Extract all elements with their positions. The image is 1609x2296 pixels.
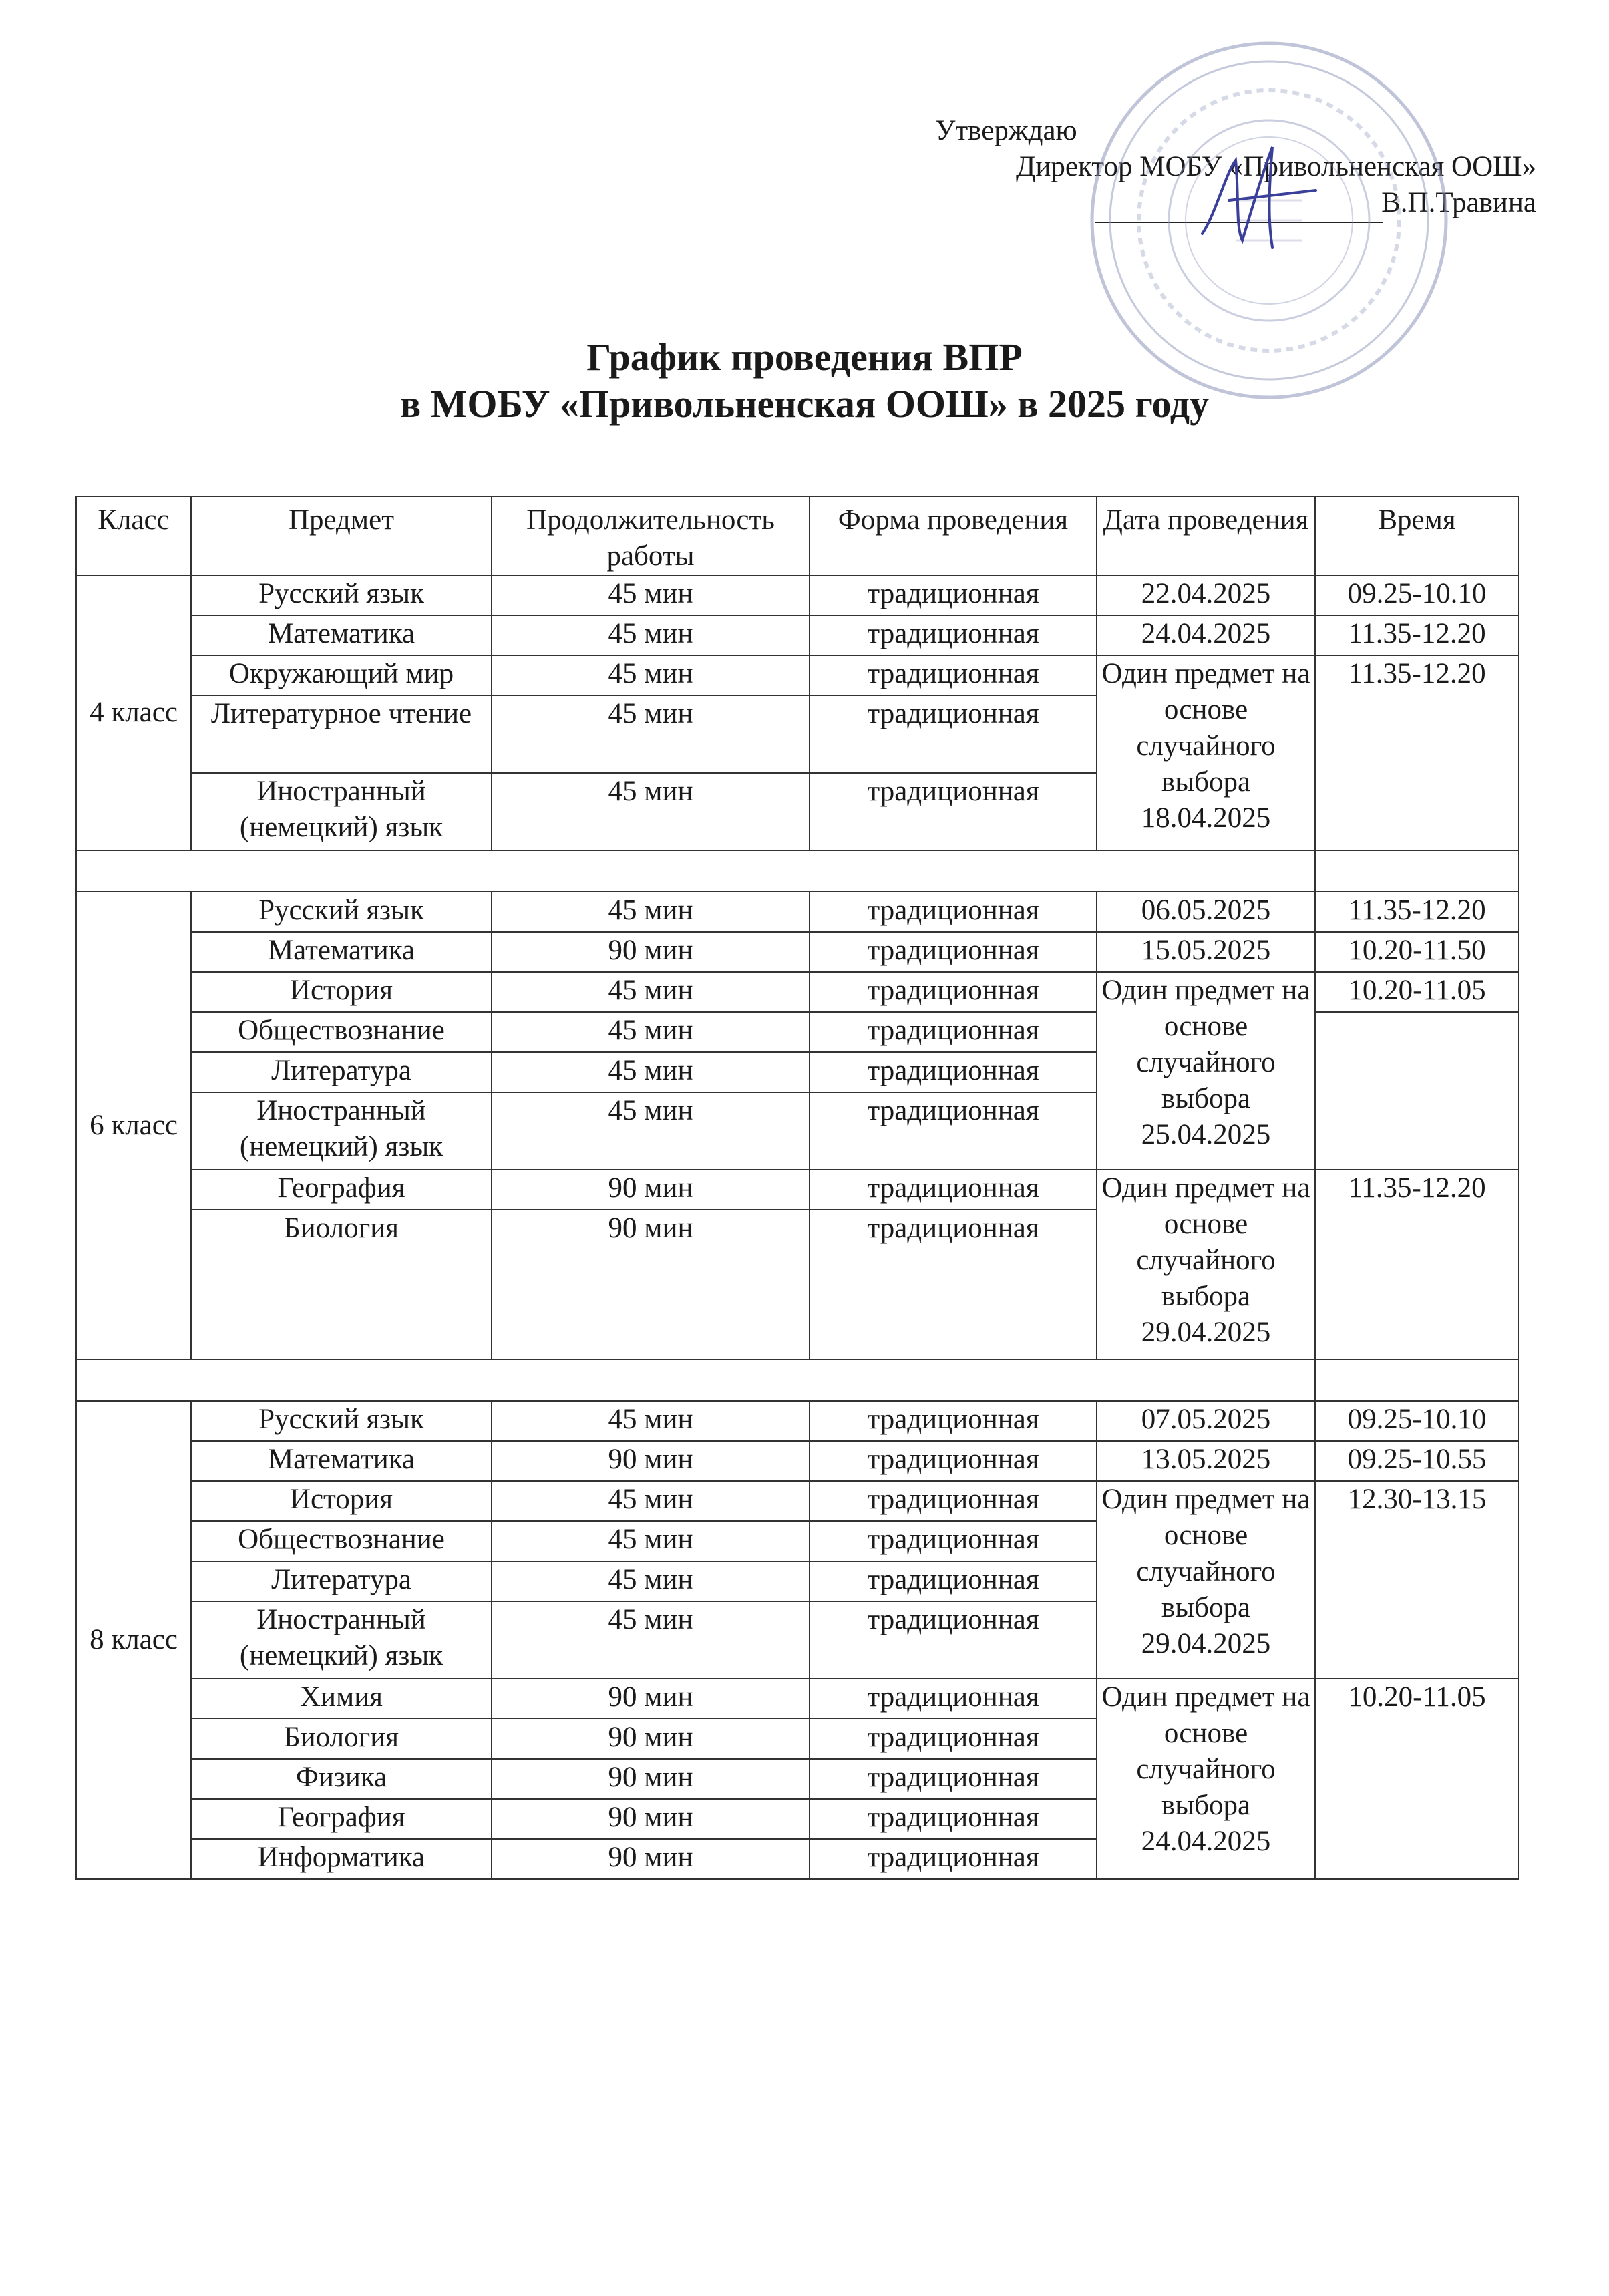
time-cell-empty: [1315, 1012, 1519, 1170]
form-cell: традиционная: [810, 655, 1097, 695]
page-title: [0, 334, 1609, 428]
subject-cell: Литература: [191, 1052, 492, 1092]
duration-cell: 90 мин: [492, 932, 810, 972]
form-cell: традиционная: [810, 1441, 1097, 1481]
time-cell: 10.20-11.05: [1315, 1679, 1519, 1879]
time-cell: 11.35-12.20: [1315, 615, 1519, 655]
duration-cell: 90 мин: [492, 1441, 810, 1481]
header-form: Форма проведения: [810, 496, 1097, 575]
subject-cell: Математика: [191, 1441, 492, 1481]
subject-cell: Русский язык: [191, 892, 492, 932]
form-cell: традиционная: [810, 1012, 1097, 1052]
subject-cell: Окружающий мир: [191, 655, 492, 695]
duration-cell: 45 мин: [492, 773, 810, 850]
subject-cell: Математика: [191, 615, 492, 655]
class-cell: 4 класс: [76, 575, 191, 850]
form-cell: традиционная: [810, 1759, 1097, 1799]
duration-cell: 90 мин: [492, 1839, 810, 1879]
duration-cell: 45 мин: [492, 575, 810, 615]
duration-cell: 45 мин: [492, 1052, 810, 1092]
form-cell: традиционная: [810, 615, 1097, 655]
approval-title: Утверждаю: [935, 115, 1077, 146]
subject-cell: География: [191, 1799, 492, 1839]
header-subject: Предмет: [191, 496, 492, 575]
date-cell: 22.04.2025: [1097, 575, 1315, 615]
table-row: [76, 615, 1519, 655]
form-cell: традиционная: [810, 1092, 1097, 1170]
form-cell: традиционная: [810, 1052, 1097, 1092]
table-row: [76, 1679, 1519, 1719]
duration-cell: 45 мин: [492, 1561, 810, 1601]
header-date: Дата проведения: [1097, 496, 1315, 575]
class-cell: 8 класс: [76, 1401, 191, 1879]
spacer-row: [76, 850, 1519, 892]
form-cell: традиционная: [810, 1719, 1097, 1759]
form-cell: традиционная: [810, 1401, 1097, 1441]
duration-cell: 45 мин: [492, 1092, 810, 1170]
subject-cell: Иностранный (немецкий) язык: [191, 773, 492, 850]
time-cell: 11.35-12.20: [1315, 655, 1519, 850]
duration-cell: 90 мин: [492, 1799, 810, 1839]
duration-cell: 45 мин: [492, 655, 810, 695]
subject-cell: Информатика: [191, 1839, 492, 1879]
date-cell: 24.04.2025: [1097, 615, 1315, 655]
time-cell: 10.20-11.50: [1315, 932, 1519, 972]
subject-cell: Химия: [191, 1679, 492, 1719]
subject-cell: История: [191, 972, 492, 1012]
subject-cell: Обществознание: [191, 1012, 492, 1052]
subject-cell: Литература: [191, 1561, 492, 1601]
duration-cell: 90 мин: [492, 1759, 810, 1799]
duration-cell: 45 мин: [492, 615, 810, 655]
date-cell: Один предмет на основе случайного выбора 18.04.2025: [1097, 655, 1315, 850]
duration-cell: 45 мин: [492, 695, 810, 773]
duration-cell: 45 мин: [492, 1521, 810, 1561]
form-cell: традиционная: [810, 1839, 1097, 1879]
signature-icon: [1189, 134, 1322, 261]
table-row: [76, 1401, 1519, 1441]
approval-name: В.П.Травина: [1381, 187, 1536, 218]
approval-position: Директор МОБУ «Привольненская ООШ»: [1016, 151, 1536, 182]
subject-cell: Иностранный (немецкий) язык: [191, 1601, 492, 1679]
subject-cell: Русский язык: [191, 575, 492, 615]
header-duration: Продолжительность работы: [492, 496, 810, 575]
table-row: [76, 1481, 1519, 1521]
date-cell: 13.05.2025: [1097, 1441, 1315, 1481]
duration-cell: 45 мин: [492, 892, 810, 932]
table-row: [76, 972, 1519, 1012]
subject-cell: Физика: [191, 1759, 492, 1799]
duration-cell: 90 мин: [492, 1170, 810, 1210]
schedule-table: [75, 496, 1519, 1880]
duration-cell: 45 мин: [492, 1012, 810, 1052]
form-cell: традиционная: [810, 932, 1097, 972]
date-cell: Один предмет на основе случайного выбора 24.04.2025: [1097, 1679, 1315, 1879]
table-row: [76, 1170, 1519, 1210]
date-cell: 07.05.2025: [1097, 1401, 1315, 1441]
subject-cell: Математика: [191, 932, 492, 972]
time-cell: 09.25-10.10: [1315, 575, 1519, 615]
table-row: [76, 575, 1519, 615]
date-cell: Один предмет на основе случайного выбора 25.04.2025: [1097, 972, 1315, 1170]
spacer-cell: [76, 850, 1315, 892]
duration-cell: 45 мин: [492, 1401, 810, 1441]
form-cell: традиционная: [810, 1601, 1097, 1679]
form-cell: традиционная: [810, 695, 1097, 773]
date-cell: Один предмет на основе случайного выбора 29.04.2025: [1097, 1170, 1315, 1359]
subject-cell: Иностранный (немецкий) язык: [191, 1092, 492, 1170]
form-cell: традиционная: [810, 1799, 1097, 1839]
table-row: [76, 1441, 1519, 1481]
subject-cell: Литературное чтение: [191, 695, 492, 773]
subject-cell: Обществознание: [191, 1521, 492, 1561]
title-line-1: График проведения ВПР: [586, 335, 1023, 379]
subject-cell: Биология: [191, 1719, 492, 1759]
form-cell: традиционная: [810, 1170, 1097, 1210]
form-cell: традиционная: [810, 1210, 1097, 1359]
time-cell: 11.35-12.20: [1315, 1170, 1519, 1359]
spacer-row: [76, 1359, 1519, 1401]
header-time: Время: [1315, 496, 1519, 575]
time-cell: 11.35-12.20: [1315, 892, 1519, 932]
form-cell: традиционная: [810, 1561, 1097, 1601]
form-cell: традиционная: [810, 1481, 1097, 1521]
spacer-cell: [1315, 1359, 1519, 1401]
table-row: [76, 655, 1519, 695]
time-cell: 12.30-13.15: [1315, 1481, 1519, 1679]
subject-cell: Русский язык: [191, 1401, 492, 1441]
time-cell: 09.25-10.10: [1315, 1401, 1519, 1441]
duration-cell: 45 мин: [492, 1601, 810, 1679]
duration-cell: 45 мин: [492, 972, 810, 1012]
form-cell: традиционная: [810, 1679, 1097, 1719]
date-cell: 06.05.2025: [1097, 892, 1315, 932]
duration-cell: 45 мин: [492, 1481, 810, 1521]
table-row: [76, 892, 1519, 932]
date-cell: 15.05.2025: [1097, 932, 1315, 972]
spacer-cell: [1315, 850, 1519, 892]
duration-cell: 90 мин: [492, 1719, 810, 1759]
duration-cell: 90 мин: [492, 1210, 810, 1359]
form-cell: традиционная: [810, 972, 1097, 1012]
form-cell: традиционная: [810, 773, 1097, 850]
time-cell: 10.20-11.05: [1315, 972, 1519, 1012]
time-cell: 09.25-10.55: [1315, 1441, 1519, 1481]
spacer-cell: [76, 1359, 1315, 1401]
form-cell: традиционная: [810, 575, 1097, 615]
class-cell: 6 класс: [76, 892, 191, 1359]
subject-cell: География: [191, 1170, 492, 1210]
date-cell: Один предмет на основе случайного выбора 29.04.2025: [1097, 1481, 1315, 1679]
subject-cell: История: [191, 1481, 492, 1521]
form-cell: традиционная: [810, 892, 1097, 932]
header-class: Класс: [76, 496, 191, 575]
title-line-2: в МОБУ «Привольненская ООШ» в 2025 году: [399, 382, 1210, 426]
subject-cell: Биология: [191, 1210, 492, 1359]
form-cell: традиционная: [810, 1521, 1097, 1561]
table-row: [76, 932, 1519, 972]
table-header-row: [76, 496, 1519, 575]
duration-cell: 90 мин: [492, 1679, 810, 1719]
